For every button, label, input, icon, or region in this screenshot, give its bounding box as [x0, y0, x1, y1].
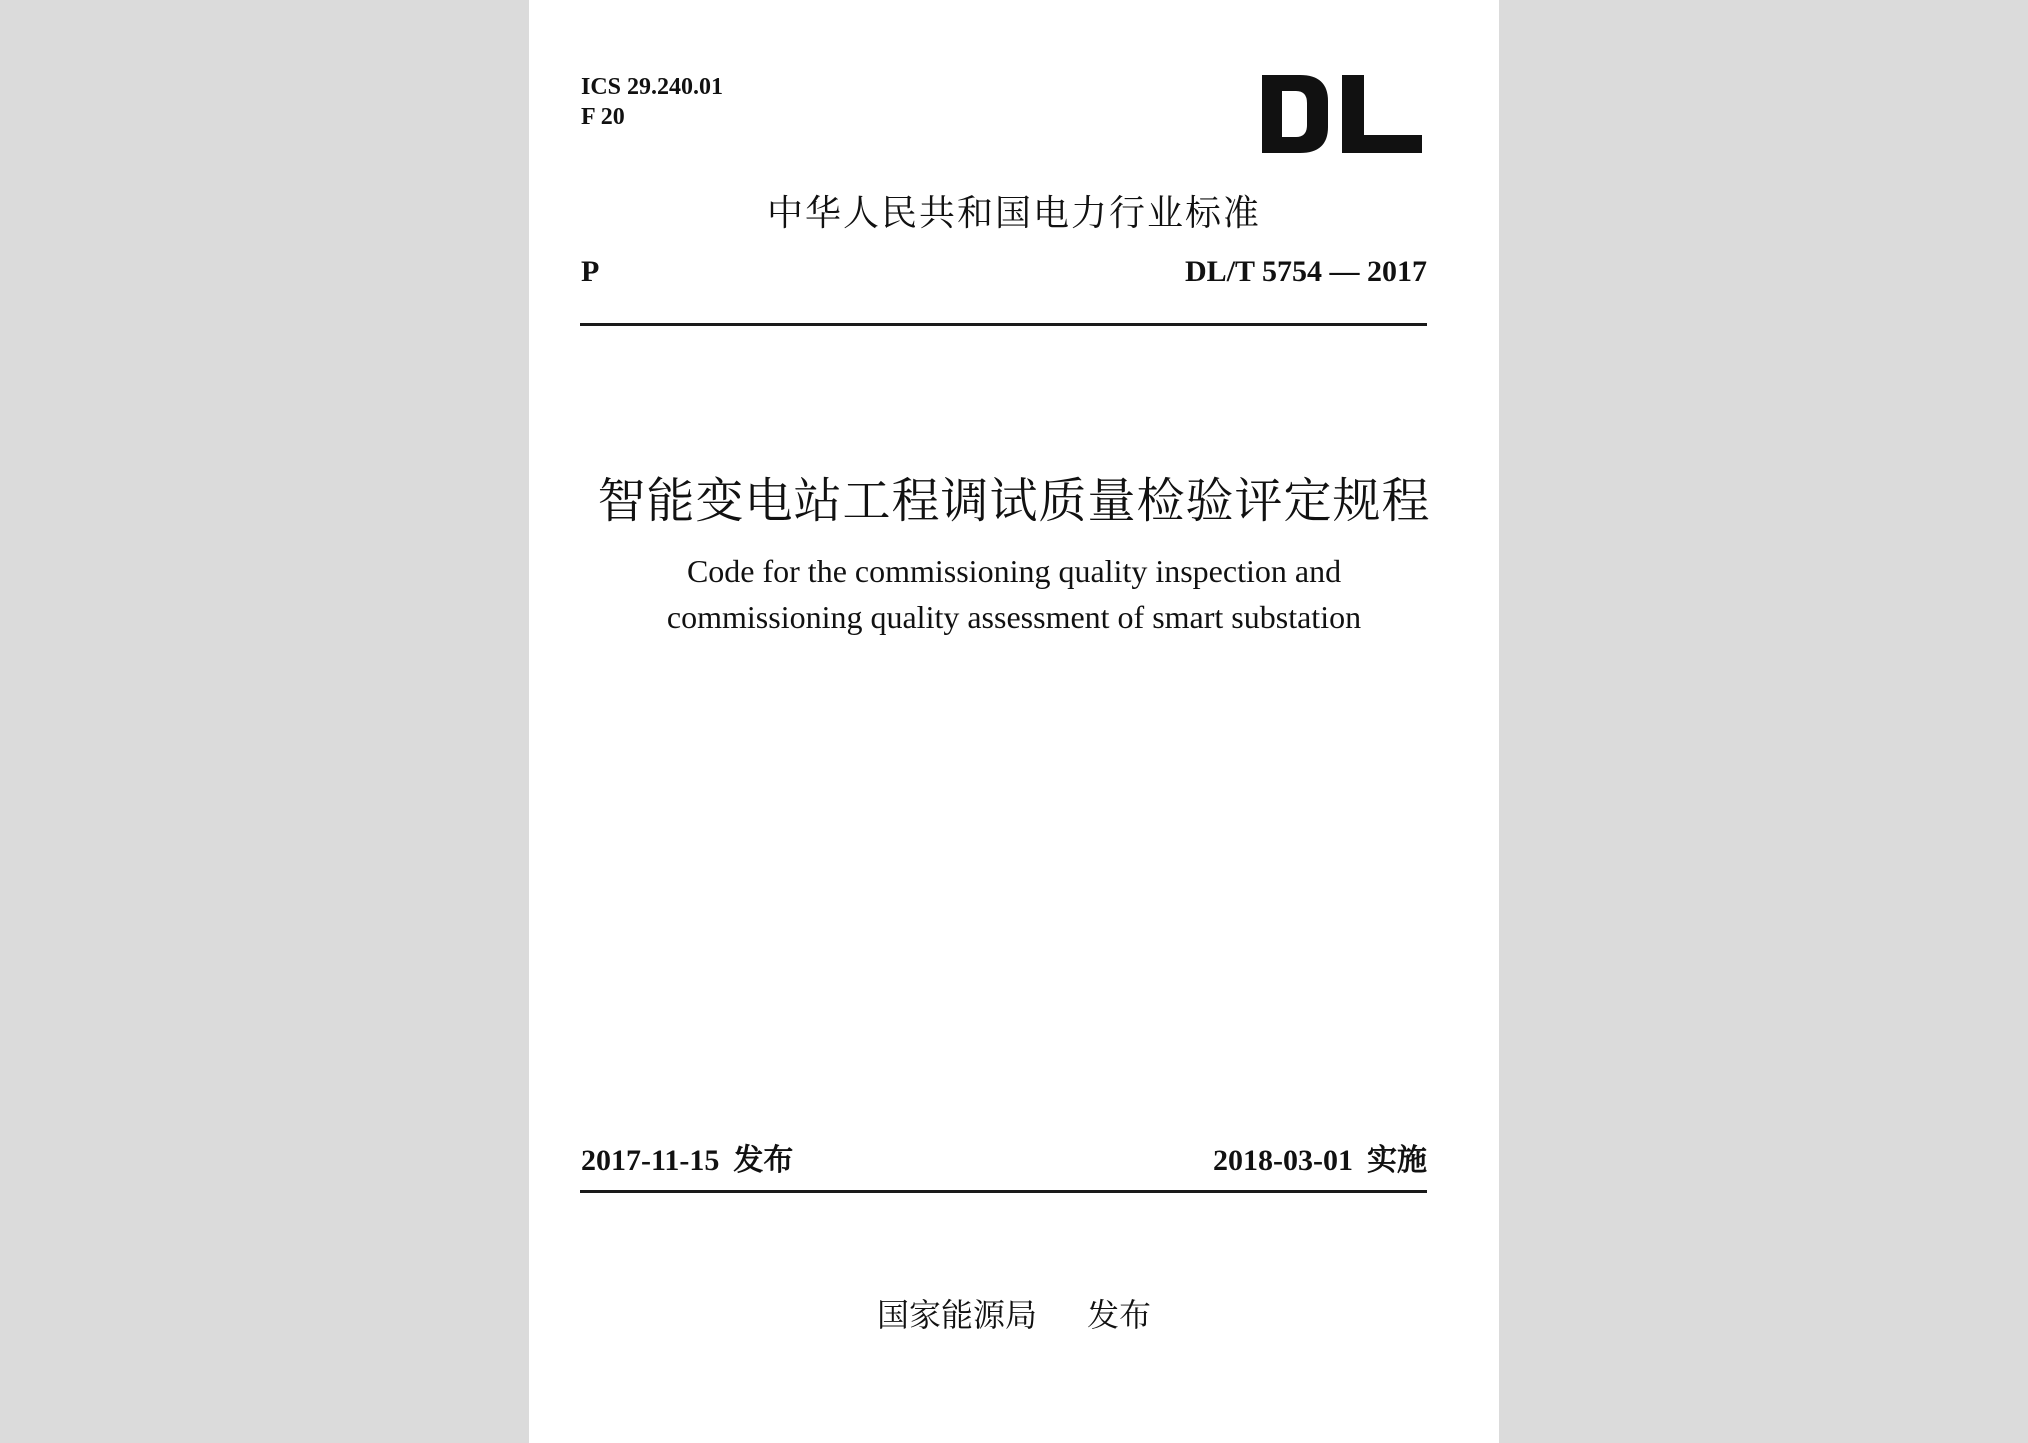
- title-english-line-2: commissioning quality assessment of smart substation: [666, 599, 1362, 635]
- standard-number: DL/T 5754 — 2017: [1185, 255, 1427, 288]
- bottom-divider: [580, 1190, 1427, 1193]
- issue-date: 2017-11-15: [581, 1144, 720, 1177]
- standard-cover-page: [529, 0, 1499, 1443]
- title-english: [529, 548, 1499, 640]
- implement-date: 2018-03-01: [1213, 1144, 1353, 1177]
- issue-date-block: [581, 1135, 793, 1179]
- implement-date-block: [1213, 1135, 1427, 1179]
- publisher-label: 发布: [1087, 1296, 1152, 1334]
- ics-code: ICS 29.240.01: [581, 74, 724, 100]
- top-divider: [580, 323, 1427, 326]
- title-english-line-1: Code for the commissioning quality inspection and: [686, 553, 1342, 589]
- issue-label: 发布: [733, 1143, 794, 1178]
- implement-label: 实施: [1367, 1143, 1427, 1178]
- dl-logo: [1262, 75, 1422, 153]
- ccs-code: F 20: [581, 104, 625, 130]
- industry-standard-heading: 中华人民共和国电力行业标准: [766, 193, 1261, 234]
- publisher-name: 国家能源局: [876, 1296, 1037, 1334]
- category-code: P: [581, 255, 600, 288]
- classification-codes: [581, 72, 723, 132]
- publisher-line: [529, 1290, 1499, 1336]
- title-chinese: 智能变电站工程调试质量检验评定规程: [597, 473, 1431, 529]
